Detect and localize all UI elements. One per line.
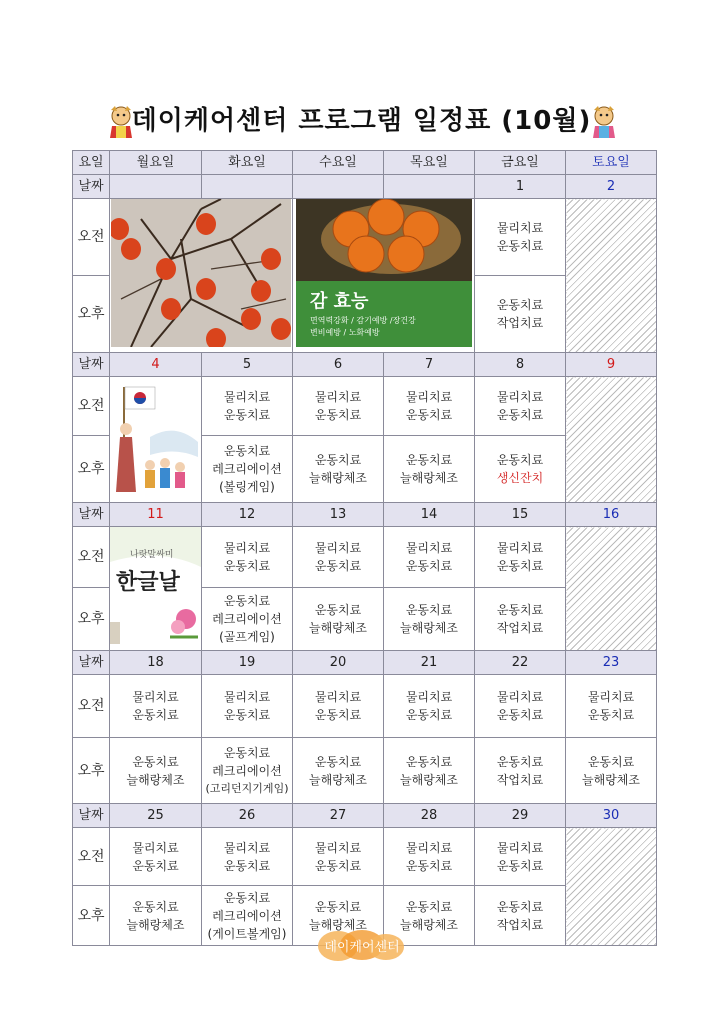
event-line: 운동치료 <box>223 745 271 760</box>
event-cell <box>475 886 566 946</box>
date-cell: 4 <box>110 353 202 377</box>
event-line: (골프게임) <box>219 629 275 644</box>
event-line: 운동치료 <box>314 602 362 617</box>
event-line: 레크리에이션 <box>212 461 282 476</box>
date-cell: 23 <box>566 651 657 675</box>
event-line: 운동치료 <box>405 407 453 422</box>
persimmon-card-title: 감 효능 <box>309 291 368 312</box>
event-cell <box>475 276 566 353</box>
date-cell: 30 <box>566 804 657 828</box>
date-row-label: 날짜 <box>73 503 110 527</box>
event-line: 운동치료 <box>132 858 179 873</box>
date-cell <box>293 175 384 199</box>
event-line: 늘해랑체조 <box>309 470 367 485</box>
event-cell <box>202 828 293 886</box>
event-cell <box>202 527 293 588</box>
event-cell <box>293 675 384 738</box>
persimmon-tree-photo <box>111 199 291 347</box>
date-cell: 14 <box>384 503 475 527</box>
foundation-day-illustration <box>110 377 201 497</box>
weekday-header-row <box>73 151 657 175</box>
event-line: 운동치료 <box>314 899 362 914</box>
event-line: 운동치료 <box>223 558 271 573</box>
event-line: 물리치료 <box>496 389 544 404</box>
event-line: 물리치료 <box>132 840 179 855</box>
event-line: 운동치료 <box>132 899 179 914</box>
no-program-cell <box>566 199 657 353</box>
event-line: 늘해랑체조 <box>582 772 640 787</box>
date-cell: 11 <box>110 503 202 527</box>
event-cell <box>202 435 293 502</box>
event-cell <box>475 675 566 738</box>
date-cell: 21 <box>384 651 475 675</box>
event-line: 물리치료 <box>496 540 544 555</box>
corner-label: 요일 <box>73 151 110 175</box>
event-cell <box>293 587 384 650</box>
date-cell <box>110 175 202 199</box>
event-line: 물리치료 <box>405 389 453 404</box>
am-row <box>73 527 657 588</box>
pm-row <box>73 738 657 804</box>
day-header: 금요일 <box>475 151 566 175</box>
event-cell <box>202 377 293 436</box>
date-cell: 26 <box>202 804 293 828</box>
event-line: 물리치료 <box>132 690 179 704</box>
event-line: 운동치료 <box>132 708 179 722</box>
event-cell <box>475 527 566 588</box>
date-cell: 12 <box>202 503 293 527</box>
event-line: 운동치료 <box>496 407 544 422</box>
am-label: 오전 <box>73 527 110 588</box>
event-line: 물리치료 <box>405 540 453 555</box>
am-label: 오전 <box>73 377 110 436</box>
event-cell <box>566 738 657 804</box>
event-line: 운동치료 <box>496 858 544 873</box>
event-line: 운동치료 <box>496 558 544 573</box>
event-line: 운동치료 <box>223 443 271 458</box>
event-line: 늘해랑체조 <box>309 620 367 635</box>
date-row <box>73 503 657 527</box>
date-cell: 20 <box>293 651 384 675</box>
event-line: 운동치료 <box>314 407 362 422</box>
event-line: 운동치료 <box>223 593 271 608</box>
am-row <box>73 199 657 276</box>
date-row <box>73 175 657 199</box>
event-line: 운동치료 <box>587 754 635 769</box>
event-line: 늘해랑체조 <box>309 772 367 787</box>
holiday-image-cell <box>110 527 202 651</box>
date-cell: 16 <box>566 503 657 527</box>
date-cell: 8 <box>475 353 566 377</box>
event-line: 운동치료 <box>587 708 635 722</box>
event-line: 운동치료 <box>496 298 544 312</box>
event-line: 레크리에이션 <box>212 611 282 626</box>
am-label: 오전 <box>73 828 110 886</box>
event-line: 운동치료 <box>405 708 453 722</box>
event-line: 물리치료 <box>314 690 362 704</box>
event-line: (게이트볼게임) <box>207 926 287 941</box>
date-row-label: 날짜 <box>73 651 110 675</box>
pm-label: 오후 <box>73 435 110 502</box>
event-cell <box>475 377 566 436</box>
event-line: 운동치료 <box>405 899 453 914</box>
event-cell <box>293 738 384 804</box>
event-line: 물리치료 <box>405 690 453 704</box>
event-line: 레크리에이션 <box>212 763 282 778</box>
event-line: 작업치료 <box>496 316 544 330</box>
date-cell: 5 <box>202 353 293 377</box>
date-cell: 22 <box>475 651 566 675</box>
event-line: 운동치료 <box>314 754 362 769</box>
date-cell: 1 <box>475 175 566 199</box>
pm-label: 오후 <box>73 276 110 353</box>
date-cell: 13 <box>293 503 384 527</box>
event-line: 늘해랑체조 <box>126 917 185 932</box>
event-line: 물리치료 <box>496 221 544 235</box>
event-line: 늘해랑체조 <box>126 772 185 787</box>
event-line: 물리치료 <box>223 540 271 555</box>
schedule-table <box>72 150 657 946</box>
date-cell: 28 <box>384 804 475 828</box>
event-line: (고리던지기게임) <box>205 781 289 795</box>
event-line: 늘해랑체조 <box>400 620 458 635</box>
event-cell <box>110 675 202 738</box>
event-line: 물리치료 <box>496 690 544 704</box>
event-cell <box>475 738 566 804</box>
event-cell <box>475 828 566 886</box>
event-line: 물리치료 <box>314 389 362 404</box>
date-row <box>73 651 657 675</box>
event-cell <box>384 435 475 502</box>
event-line: 운동치료 <box>223 708 271 722</box>
event-cell <box>384 377 475 436</box>
event-line: 운동치료 <box>405 754 453 769</box>
event-line: 운동치료 <box>496 452 544 467</box>
event-line: 늘해랑체조 <box>400 772 458 787</box>
event-cell <box>384 828 475 886</box>
persimmon-photo-cell <box>110 199 293 353</box>
day-header: 목요일 <box>384 151 475 175</box>
event-cell <box>475 199 566 276</box>
event-line: 늘해랑체조 <box>400 917 458 932</box>
event-line: 운동치료 <box>405 858 453 873</box>
no-program-cell <box>566 828 657 946</box>
event-line: (볼링게임) <box>219 479 275 494</box>
date-row <box>73 353 657 377</box>
event-line: 운동치료 <box>496 602 544 617</box>
date-row-label: 날짜 <box>73 175 110 199</box>
event-cell <box>475 587 566 650</box>
date-cell: 19 <box>202 651 293 675</box>
event-line: 레크리에이션 <box>212 908 282 923</box>
event-line: 물리치료 <box>314 540 362 555</box>
event-line: 운동치료 <box>223 890 271 905</box>
day-header-saturday: 토요일 <box>566 151 657 175</box>
event-cell <box>293 828 384 886</box>
date-cell: 7 <box>384 353 475 377</box>
event-line: 운동치료 <box>314 452 362 467</box>
date-cell: 25 <box>110 804 202 828</box>
event-cell <box>293 377 384 436</box>
date-cell: 18 <box>110 651 202 675</box>
event-line: 물리치료 <box>314 840 362 855</box>
footer-logo-text: 데이케어센터 <box>324 940 400 955</box>
hangul-big-text: 한글날 <box>116 570 180 595</box>
event-cell <box>475 435 566 502</box>
event-line: 운동치료 <box>223 407 271 422</box>
persimmon-card-desc2: 변비예방 / 노화예방 <box>309 328 380 337</box>
event-line: 물리치료 <box>223 840 271 855</box>
event-line: 물리치료 <box>223 690 271 704</box>
am-row <box>73 828 657 886</box>
date-cell: 29 <box>475 804 566 828</box>
day-header: 수요일 <box>293 151 384 175</box>
event-cell <box>202 675 293 738</box>
event-line: 운동치료 <box>223 858 271 873</box>
event-cell <box>384 738 475 804</box>
event-cell <box>384 675 475 738</box>
event-cell <box>384 587 475 650</box>
day-header: 월요일 <box>110 151 202 175</box>
event-cell <box>202 738 293 804</box>
event-line: 생신잔치 <box>496 470 544 485</box>
event-line: 운동치료 <box>314 558 362 573</box>
pm-label: 오후 <box>73 587 110 650</box>
persimmon-benefit-card <box>296 199 472 347</box>
pm-label: 오후 <box>73 738 110 804</box>
date-cell: 27 <box>293 804 384 828</box>
page-title: 데이케어센터 프로그램 일정표 (10월) <box>131 106 592 136</box>
event-line: 운동치료 <box>132 754 179 769</box>
pm-label: 오후 <box>73 886 110 946</box>
event-line: 물리치료 <box>587 690 635 704</box>
event-cell <box>202 886 293 946</box>
event-cell <box>384 527 475 588</box>
date-row-label: 날짜 <box>73 353 110 377</box>
persimmon-card-desc1: 면역력강화 / 감기예방 /장건강 <box>309 316 416 325</box>
no-program-cell <box>566 527 657 651</box>
event-line: 운동치료 <box>496 708 544 722</box>
hangul-day-illustration <box>110 527 201 645</box>
event-line: 운동치료 <box>496 239 544 253</box>
date-cell: 6 <box>293 353 384 377</box>
event-line: 운동치료 <box>496 899 544 914</box>
event-cell <box>110 828 202 886</box>
date-cell <box>384 175 475 199</box>
am-label: 오전 <box>73 199 110 276</box>
event-cell <box>566 675 657 738</box>
am-row <box>73 377 657 436</box>
date-cell <box>202 175 293 199</box>
event-line: 운동치료 <box>314 708 362 722</box>
event-line: 늘해랑체조 <box>400 470 458 485</box>
footer-logo <box>316 928 408 962</box>
event-line: 늘해랑체조 <box>309 917 367 932</box>
day-header: 화요일 <box>202 151 293 175</box>
event-cell <box>293 435 384 502</box>
date-row-label: 날짜 <box>73 804 110 828</box>
event-line: 물리치료 <box>223 389 271 404</box>
event-line: 운동치료 <box>405 558 453 573</box>
am-label: 오전 <box>73 675 110 738</box>
event-cell <box>110 886 202 946</box>
no-program-cell <box>566 377 657 503</box>
hangul-small-text: 나랏말싸미 <box>130 550 174 560</box>
date-cell: 2 <box>566 175 657 199</box>
event-line: 운동치료 <box>405 452 453 467</box>
event-cell <box>293 527 384 588</box>
am-row <box>73 675 657 738</box>
date-cell: 15 <box>475 503 566 527</box>
holiday-image-cell <box>110 377 202 503</box>
event-cell <box>202 587 293 650</box>
event-line: 운동치료 <box>496 754 544 769</box>
date-row <box>73 804 657 828</box>
persimmon-card-cell <box>293 199 475 353</box>
event-line: 물리치료 <box>405 840 453 855</box>
event-line: 작업치료 <box>496 917 544 932</box>
event-line: 운동치료 <box>314 858 362 873</box>
event-line: 운동치료 <box>405 602 453 617</box>
event-line: 물리치료 <box>496 840 544 855</box>
event-cell <box>110 738 202 804</box>
date-cell: 9 <box>566 353 657 377</box>
event-line: 작업치료 <box>496 620 544 635</box>
event-line: 작업치료 <box>496 772 544 787</box>
